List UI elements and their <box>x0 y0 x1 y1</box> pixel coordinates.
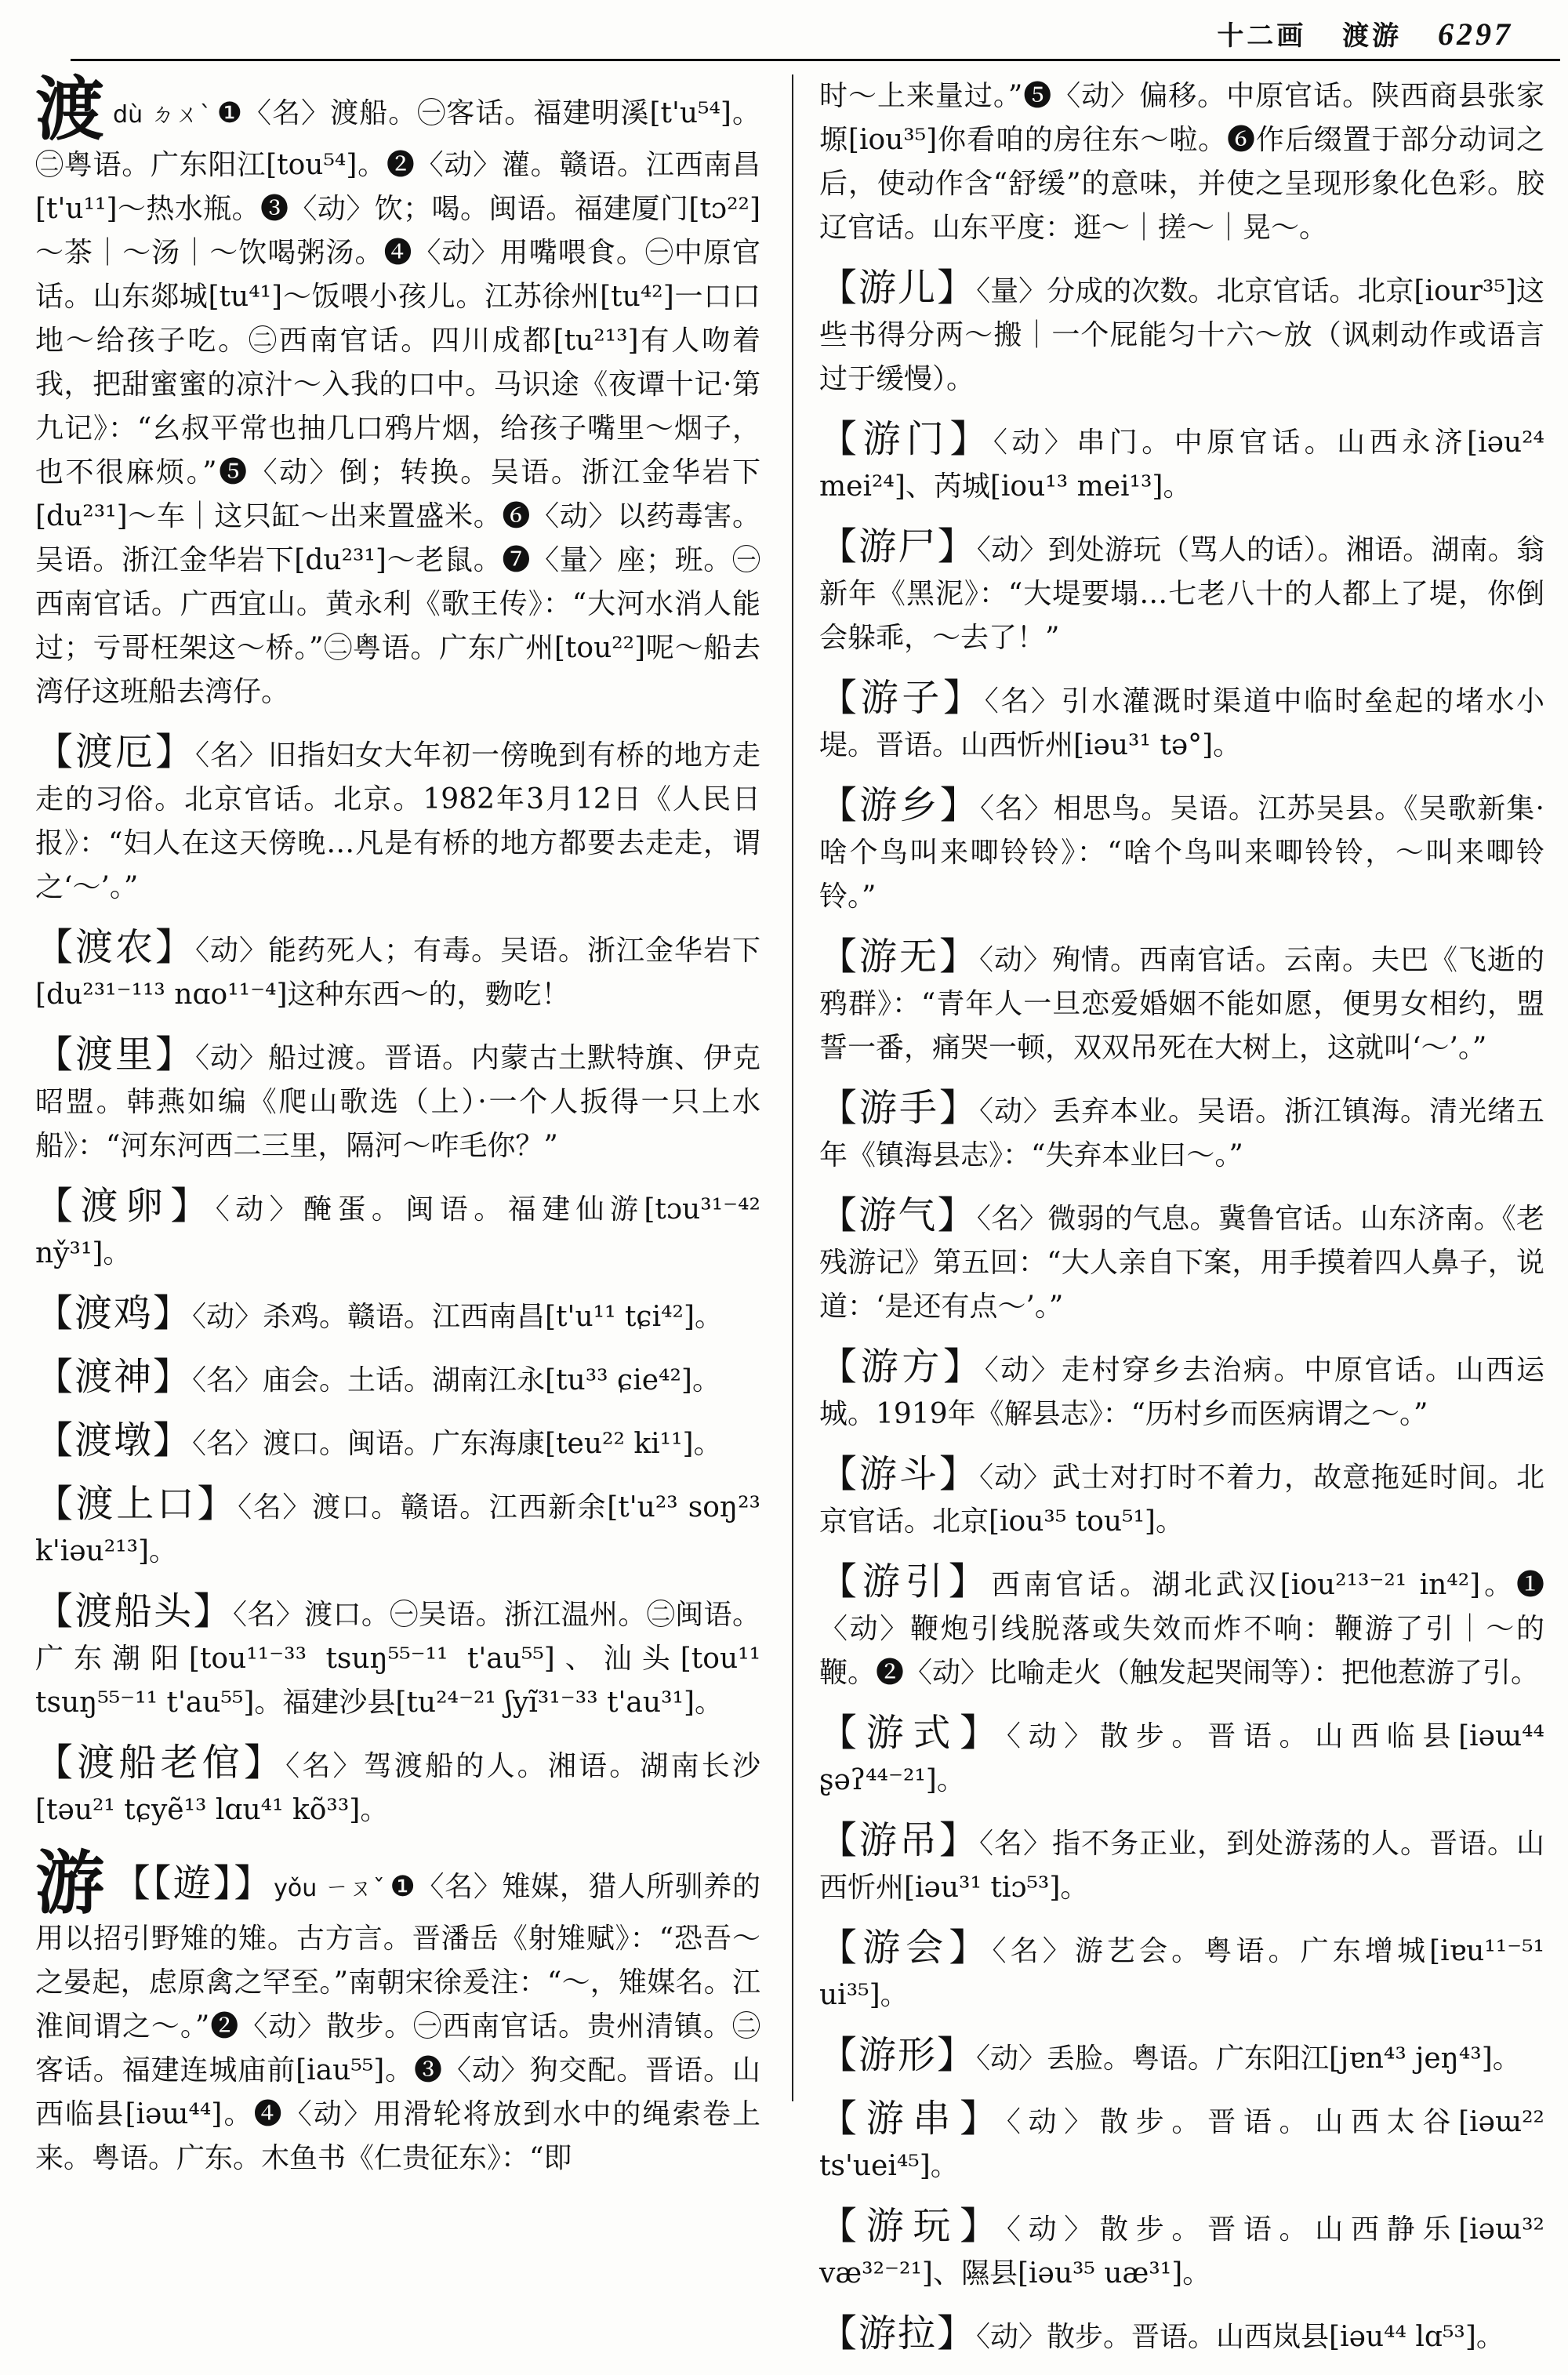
sub-entry <box>35 1033 760 1168</box>
sub-headword: 【 游形 】 <box>819 2033 976 2077</box>
sub-entry <box>35 1589 760 1725</box>
headword: 渡 <box>35 68 106 150</box>
sub-headword: 【 游引 】 <box>819 1560 992 1603</box>
sub-entry <box>35 1741 760 1832</box>
sub-headword: 【 游串 】 <box>819 2097 1007 2141</box>
right-column <box>819 74 1544 2375</box>
header-characters: 渡游 <box>1342 20 1403 52</box>
sub-headword: 【 渡上口 】 <box>35 1482 238 1526</box>
definition-text: 〈动〉散步。晋语。山西岚县[iəu⁴⁴ lɑ⁵³]。 <box>976 2321 1504 2353</box>
sub-headword: 【 游乡 】 <box>819 783 980 827</box>
definition-text: 〈动〉到处游玩（骂人的话）。湘语。湖南。翁新年《黑泥》：“大堤要塌…七老八十的人都上了堤，你倒会躲乖，～去了！” <box>819 534 1544 654</box>
sub-entry <box>35 1482 760 1574</box>
left-column <box>35 68 760 2196</box>
sub-entry <box>819 1086 1544 1178</box>
sub-entry <box>819 1711 1544 1803</box>
sub-headword: 【 渡厄 】 <box>35 730 195 774</box>
sub-headword: 【 游斗 】 <box>819 1452 979 1496</box>
sub-entry <box>819 1818 1544 1910</box>
sub-headword: 【 游气 】 <box>819 1193 977 1237</box>
sub-headword: 【 游手 】 <box>819 1086 979 1130</box>
definition-text: 〈动〉散步。晋语。山西静乐[iəɯ³² væ³²⁻²¹]、隰县[iəu³⁵ uæ³¹]。 <box>819 2213 1544 2290</box>
definition-text: 〈名〉驾渡船的人。湘语。湖南长沙[təu²¹ tɕyẽ¹³ lɑu⁴¹ kõ³³]。 <box>35 1750 760 1826</box>
sub-entry <box>819 525 1544 660</box>
main-entry <box>35 68 760 714</box>
sub-headword: 【 游门 】 <box>819 417 993 461</box>
sub-entry <box>35 1184 760 1276</box>
definition-text: 〈动〉武士对打时不着力，故意拖延时间。北京官话。北京[iou³⁵ tou⁵¹]。 <box>819 1462 1544 1538</box>
sub-headword: 【 渡船头 】 <box>35 1589 233 1633</box>
column-divider <box>792 74 793 2101</box>
definition-text: ❶〈名〉雉媒，猎人所驯养的用以招引野雉的雉。古方言。晋潘岳《射雉赋》：“恐吾～之晏起，虑原禽之罕至。”南朝宋徐爰注：“～，雉媒名。江淮间谓之～。”❷〈动〉散步。㊀西南官话。贵州清镇。㊁客话。福建连城庙前[iau⁵⁵]。❸〈动〉狗交配。晋语。山西临县[iəɯ⁴⁴]。❹〈动〉用滑轮将放到水中的绳索卷上来。粤语。广东。木鱼书《仁贵征东》：“即 <box>35 1871 760 2174</box>
definition-text: 〈动〉丢弃本业。吴语。浙江镇海。清光绪五年《镇海县志》：“失弃本业曰～。” <box>819 1095 1544 1171</box>
definition-text: 〈名〉微弱的气息。冀鲁官话。山东济南。《老残游记》第五回：“大人亲自下案，用手摸着四人鼻子，说道：‘是还有点～’。” <box>819 1203 1544 1323</box>
definition-text: 〈名〉指不务正业，到处游荡的人。晋语。山西忻州[iəu³¹ tiɔ⁵³]。 <box>819 1828 1544 1904</box>
definition-text: 〈动〉能药死人；有毒。吴语。浙江金华岩下[du²³¹⁻¹¹³ nɑo¹¹⁻⁴]这种东西～的，覅吃！ <box>35 935 760 1011</box>
definition-text: 〈动〉杀鸡。赣语。江西南昌[t'u¹¹ tɕi⁴²]。 <box>192 1301 723 1333</box>
definition-text: 〈名〉渡口。㊀吴语。浙江温州。㊁闽语。广东潮阳[tou¹¹⁻³³ tsuŋ⁵⁵⁻¹¹ t'au⁵⁵]、汕头[tou¹¹ tsuŋ⁵⁵⁻¹¹ t'au⁵⁵]。福建沙县[tu²⁴⁻²¹ ʃyĩ³¹⁻³³ t'au³¹]。 <box>35 1599 760 1719</box>
sub-headword: 【 游玩 】 <box>819 2204 1007 2248</box>
definition-text: 〈量〉分成的次数。北京官话。北京[iour³⁵]这些书得分两～搬｜一个屁能匀十六～放（讽刺动作或语言过于缓慢）。 <box>819 275 1544 395</box>
definition-text: 〈动〉殉情。西南官话。云南。夫巴《飞逝的鸦群》：“青年人一旦恋爱婚姻不能如愿，便男女相约，盟誓一番，痛哭一顿，双双吊死在大树上，这就叫‘～’。” <box>819 944 1544 1064</box>
sub-entry <box>35 1291 760 1339</box>
pinyin: yǒu ㄧㄡˇ <box>274 1875 386 1902</box>
sub-entry <box>35 1418 760 1466</box>
sub-headword: 【 游吊 】 <box>819 1818 979 1862</box>
sub-entry <box>819 2097 1544 2188</box>
sub-headword: 【 游儿 】 <box>819 266 976 310</box>
definition-text: 〈动〉散步。晋语。山西临县[iəɯ⁴⁴ ʂəʔ⁴⁴⁻²¹]。 <box>819 1720 1544 1796</box>
definition-text: 〈名〉旧指妇女大年初一傍晚到有桥的地方走走的习俗。北京官话。北京。1982年3月12日《人民日报》：“妇人在这天傍晚…凡是有桥的地方都要去走走，谓之‘～’。” <box>35 739 760 903</box>
variant-form: 【 【遊】 】 <box>113 1861 274 1905</box>
definition-text: 〈名〉渡口。赣语。江西新余[t'u²³ soŋ²³ k'iəu²¹³]。 <box>35 1491 760 1567</box>
sub-entry <box>819 783 1544 919</box>
sub-headword: 【 游子 】 <box>819 676 985 720</box>
sub-entry <box>819 1193 1544 1329</box>
definition-text: 时～上来量过。”❺〈动〉偏移。中原官话。陕西商县张家塬[iou³⁵]你看咱的房往东～啦。❻作后缀置于部分动词之后，使动作含“舒缓”的意味，并使之呈现形象化色彩。胶辽官话。山东平度：逛～｜搓～｜晃～。 <box>819 80 1544 244</box>
page-header <box>1193 14 1513 53</box>
main-entry <box>35 1842 760 2181</box>
sub-headword: 【 游无 】 <box>819 935 979 979</box>
sub-headword: 【 渡船老倌 】 <box>35 1741 285 1785</box>
definition-text: 〈动〉船过渡。晋语。内蒙古土默特旗、伊克昭盟。韩燕如编《爬山歌选（上）·一个人扳得一只上水船》：“河东河西二三里，隔河～咋毛你？” <box>35 1042 760 1162</box>
definition-text: 〈名〉相思鸟。吴语。江苏吴县。《吴歌新集·啥个鸟叫来唧铃铃》：“啥个鸟叫来唧铃铃，～叫来唧铃铃。” <box>819 793 1544 913</box>
sub-headword: 【 游会 】 <box>819 1926 992 1970</box>
sub-entry <box>819 1926 1544 2017</box>
definition-text: 〈名〉庙会。土话。湖南江永[tu³³ ɕie⁴²]。 <box>192 1364 720 1396</box>
pinyin: dù ㄉㄨˋ <box>113 101 212 129</box>
definition-text: 〈名〉引水灌溉时渠道中临时垒起的堵水小堤。晋语。山西忻州[iəu³¹ tə°]。 <box>819 685 1544 761</box>
sub-entry <box>819 2033 1544 2081</box>
sub-entry <box>819 1345 1544 1436</box>
definition-text: 〈名〉渡口。闽语。广东海康[teu²² ki¹¹]。 <box>192 1428 722 1460</box>
sub-entry <box>819 2311 1544 2359</box>
sub-entry <box>819 676 1544 768</box>
headword: 游 <box>35 1842 105 1923</box>
definition-text: 〈动〉串门。中原官话。山西永济[iəu²⁴ mei²⁴]、芮城[iou¹³ mei¹³]。 <box>819 427 1544 503</box>
sub-entry <box>35 730 760 910</box>
definition-text: 〈动〉散步。晋语。山西太谷[iəɯ²² ts'uei⁴⁵]。 <box>819 2106 1544 2182</box>
definition-text: 西南官话。湖北武汉[iou²¹³⁻²¹ in⁴²]。❶〈动〉鞭炮引线脱落或失效而炸不响：鞭游了引｜～的鞭。❷〈动〉比喻走火（触发起哭闹等）：把他惹游了引。 <box>819 1569 1544 1689</box>
sub-entry <box>819 417 1544 509</box>
continued-entry <box>819 74 1544 250</box>
sub-entry <box>819 1560 1544 1695</box>
stroke-count: 十二画 <box>1217 20 1307 52</box>
sub-headword: 【 渡卵 】 <box>35 1184 216 1228</box>
sub-headword: 【 渡鸡 】 <box>35 1291 192 1335</box>
definition-text: 〈动〉醃蛋。闽语。福建仙游[tɔu³¹⁻⁴² ny̌³¹]。 <box>35 1193 760 1269</box>
header-rule <box>71 59 1560 61</box>
definition-text: 〈动〉走村穿乡去治病。中原官话。山西运城。1919年《解县志》：“历村乡而医病谓之～。” <box>819 1354 1544 1430</box>
sub-headword: 【 渡里 】 <box>35 1033 195 1077</box>
definition-text: 〈名〉游艺会。粤语。广东增城[iɐu¹¹⁻⁵¹ ui³⁵]。 <box>819 1935 1544 2011</box>
sub-entry <box>819 266 1544 401</box>
sub-headword: 【 游方 】 <box>819 1345 985 1389</box>
sub-entry <box>35 925 760 1017</box>
sub-entry <box>819 935 1544 1070</box>
definition-text: 〈动〉丢脸。粤语。广东阳江[jɐn⁴³ jeŋ⁴³]。 <box>976 2043 1521 2075</box>
sub-entry <box>35 1355 760 1403</box>
sub-headword: 【 渡农 】 <box>35 925 195 969</box>
sub-headword: 【 游拉 】 <box>819 2311 976 2355</box>
sub-headword: 【 游尸 】 <box>819 525 977 568</box>
sub-headword: 【 渡神 】 <box>35 1355 192 1399</box>
sub-headword: 【 渡墩 】 <box>35 1418 192 1462</box>
page-number: 6297 <box>1438 16 1513 52</box>
sub-entry <box>819 1452 1544 1544</box>
definition-text: ❶〈名〉渡船。㊀客话。福建明溪[t'u⁵⁴]。㊁粤语。广东阳江[tou⁵⁴]。❷〈动〉灌。赣语。江西南昌[t'u¹¹]～热水瓶。❸〈动〉饮；喝。闽语。福建厦门[tɔ²²] ～茶｜～汤｜～饮喝粥汤。❹〈动〉用嘴喂食。㊀中原官话。山东郯城[tu⁴¹]～饭喂小孩儿。江苏徐州[tu⁴²]一口口地～给孩子吃。㊁西南官话。四川成都[tu²¹³]有人吻着我，把甜蜜蜜的凉汁～入我的口中。马识途《夜谭十记·第九记》：“幺叔平常也抽几口鸦片烟，给孩子嘴里～烟子，也不很麻烦。”❺〈动〉倒；转换。吴语。浙江金华岩下[du²³¹]～车｜这只缸～出来置盛米。❻〈动〉以药毒害。吴语。浙江金华岩下[du²³¹]～老鼠。❼〈量〉座；班。㊀西南官话。广西宜山。黄永利《歌王传》：“大河水消人能过；亏哥枉架这～桥。”㊁粤语。广东广州[tou²²]呢～船去湾仔这班船去湾仔。 <box>35 97 760 708</box>
sub-headword: 【 游式 】 <box>819 1711 1007 1755</box>
sub-entry <box>819 2204 1544 2296</box>
